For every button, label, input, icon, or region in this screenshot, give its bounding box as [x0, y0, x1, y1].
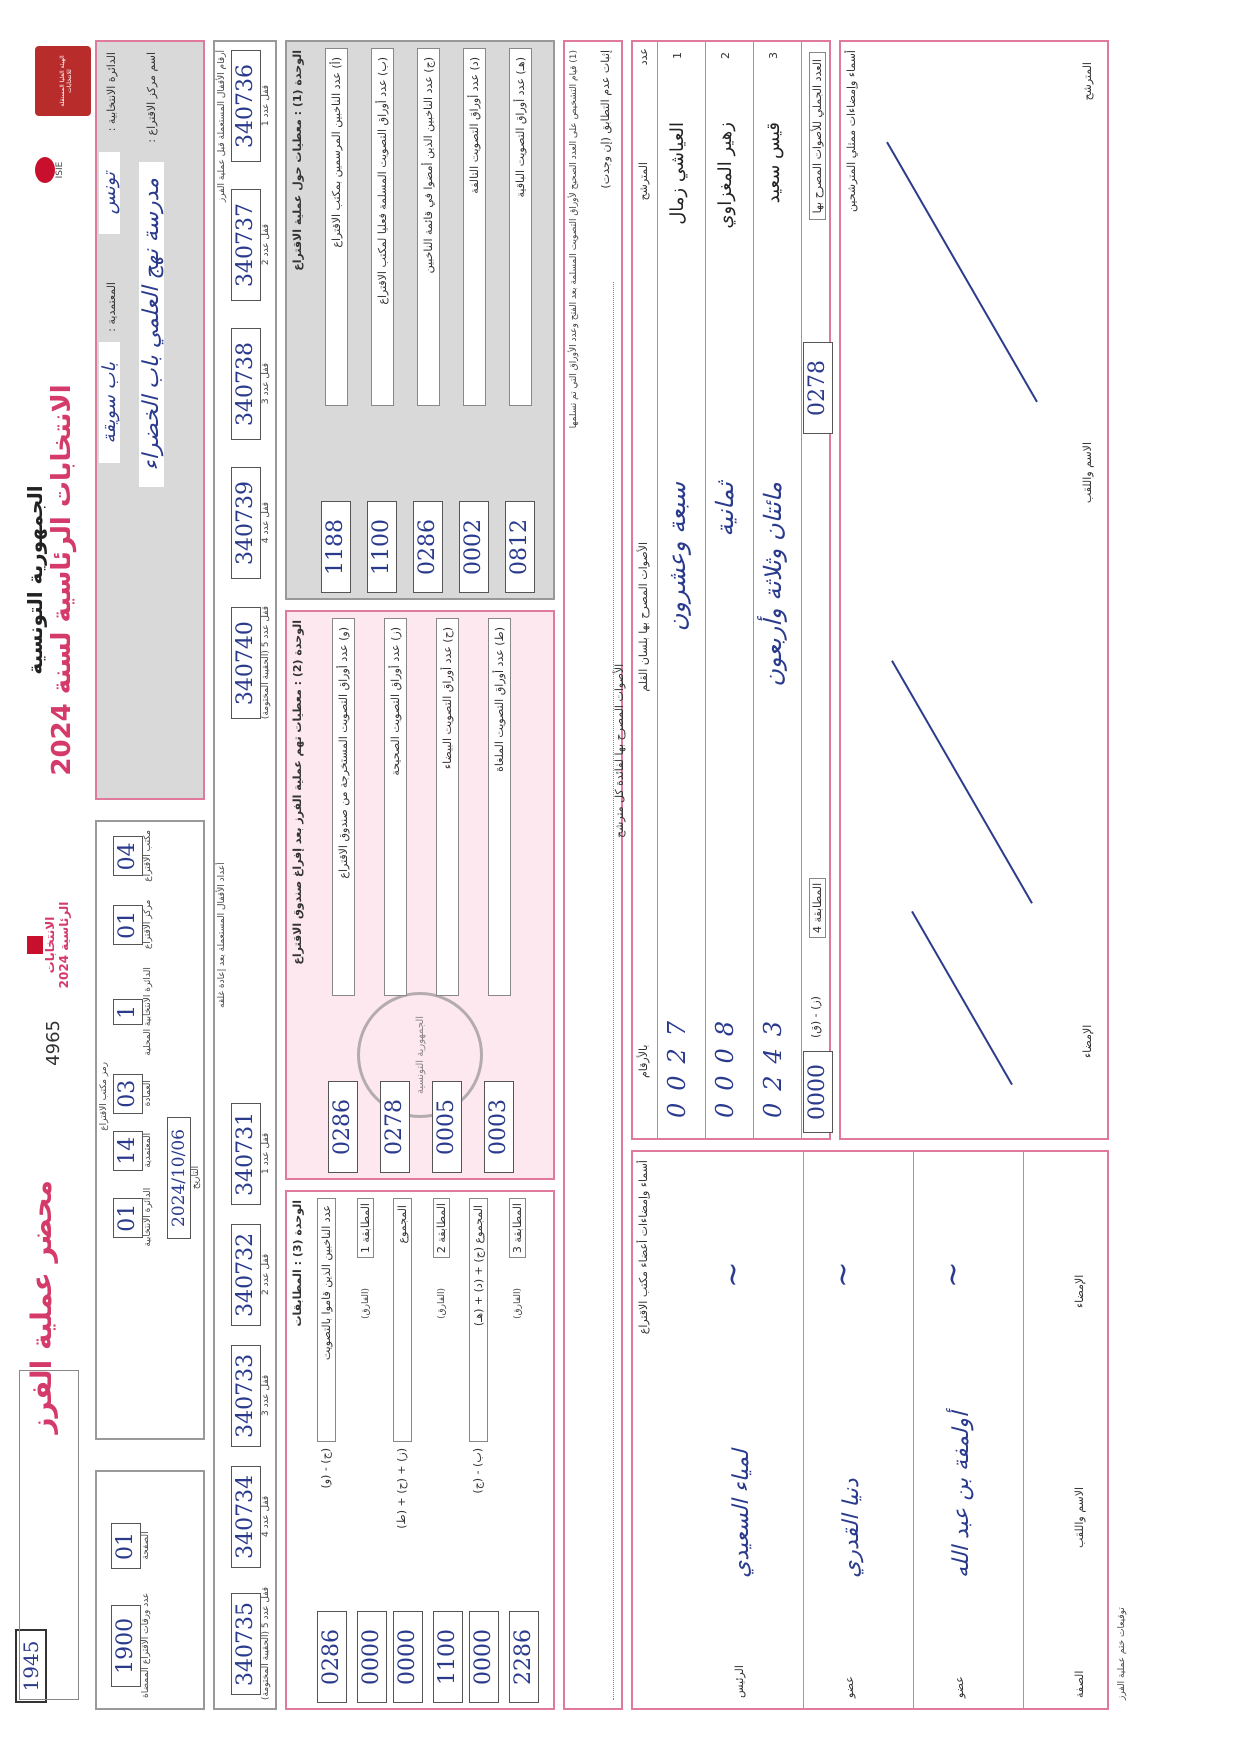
lock-after-item [231, 1103, 271, 1204]
s3-row-value-1 [357, 1611, 387, 1702]
s3-row-value2: 0000 [469, 1611, 499, 1703]
s1-row-text: عدد الناخبين الذين أمضوا في قائمة الناخبين [421, 76, 435, 274]
s1-row-text: عدد الناخبين المرسمين بمكتب الاقتراع [329, 72, 343, 248]
s1-row-label [371, 48, 394, 406]
isie-flag-icon [35, 157, 55, 183]
s2-row-label [488, 618, 511, 996]
section-2-rows [317, 618, 525, 1172]
s2-row-text: عدد أوراق التصويت البيضاء [440, 646, 454, 770]
code-section-label: رمز مكتب الاقتراع [99, 1062, 109, 1131]
date-label: التاريخ [191, 1165, 201, 1190]
s3-row-value2: 0000 [393, 1611, 423, 1703]
s2-row-text: عدد أوراق التصويت المستخرجة من صندوق الاقتراع [336, 644, 350, 879]
s1-row-text: عدد أوراق التصويت الباقية [513, 78, 527, 198]
stamp-number [43, 1020, 64, 1066]
section-1-title: الوحدة (1) : معطيات حول عملية الاقتراع [291, 50, 304, 271]
locks-title: أرقام الأقفال المستعملة قبل عملية الفرز [217, 50, 227, 203]
lock-after-label: قفل عدد 3 [261, 1374, 271, 1417]
code-item [113, 900, 153, 949]
delegation-label: المعتمدية : [105, 282, 118, 332]
code-row [113, 830, 153, 1247]
candidates-table [613, 40, 831, 1140]
col-digits: بالأرقام [637, 1044, 650, 1078]
s1-row-value: 1100 [367, 501, 397, 593]
s2-row-label [384, 618, 407, 996]
code-label: العمادة [143, 1080, 153, 1107]
s1-row-code: (أ) [329, 57, 343, 69]
members-col-signature: الإمضاء [1073, 1274, 1086, 1308]
code-item [113, 967, 153, 1056]
lock-value: 340740 [231, 607, 261, 719]
s3-row-value-2 [469, 1611, 499, 1702]
lock-after-item [231, 1224, 271, 1325]
s2-row-code: (ز) [388, 627, 402, 641]
pages-label: الصفحة [141, 1531, 151, 1560]
s3-row-note: (الفارق) [437, 1288, 447, 1319]
notes-block [563, 40, 623, 1710]
match4-value: 0000 [803, 1051, 833, 1133]
codes-block [95, 820, 205, 1440]
s1-row [405, 48, 451, 592]
candidate-name: العياشي زمال [667, 122, 688, 225]
members-title: أسماء وإمضاءات أعضاء مكتب الاقتراع [637, 1160, 650, 1335]
member-signature: ~ [823, 1261, 861, 1288]
candidates-title: الأصوات المصرح بها لفائدة كل مترشح [613, 663, 626, 838]
section-1-rows [313, 48, 543, 592]
s1-row-code: (د) [467, 57, 481, 71]
note-1: (1) قيام التشخيص على العدد الصحيح لأوراق التصويت المسلمة بعد الفتح وعدد الأوراق التي تم تسلمها [569, 50, 579, 429]
election-logo [27, 900, 71, 990]
isie-logo-text: ISIE [55, 161, 65, 179]
lock-after-value: 340733 [231, 1345, 261, 1447]
s3-row-match: المطابقة 3 [509, 1198, 526, 1258]
lock-after-item [231, 1345, 271, 1446]
seats-value: 1900 [111, 1605, 141, 1687]
code-value: 04 [113, 836, 143, 876]
members-footer: توقيعات ختم عملية الفرز [1117, 1607, 1127, 1700]
lock-label: قفل عدد 2 [261, 223, 271, 266]
candidate-number: 1 [671, 52, 684, 59]
candidate-row [657, 42, 706, 1138]
cancel-stroke [891, 660, 1033, 903]
locks-after-title: أعداد الأقفال المستعملة بعد إعادة غلقه [217, 862, 227, 1008]
candidate-row [753, 42, 802, 1138]
lock-after-label: قفل عدد 1 [261, 1132, 271, 1175]
s3-row-value-1 [509, 1611, 539, 1702]
code-value: 14 [113, 1131, 143, 1171]
observers-table [839, 40, 1109, 1140]
lock-item [231, 189, 271, 300]
section-3-title: الوحدة (3) : المطابقات [291, 1200, 304, 1327]
total-value: 0278 [803, 342, 833, 434]
member-role: عضو [953, 1676, 966, 1698]
code-value: 01 [113, 905, 143, 945]
s1-row-label [509, 48, 532, 406]
total-field [803, 342, 833, 433]
section-3 [285, 1190, 555, 1710]
isie-emblem [35, 46, 91, 116]
col-number: عدد [637, 48, 650, 66]
seats-field [111, 1593, 151, 1698]
member-name: لمياء السعيدي [729, 1449, 754, 1578]
candidate-number: 2 [719, 52, 732, 59]
s1-row-text: عدد أوراق التصويت التالفة [467, 73, 481, 194]
ballot-box-icon [27, 936, 43, 954]
code-item [113, 1131, 153, 1170]
candidate-name: قيس سعيد [763, 122, 784, 204]
section-3-rows [317, 1198, 545, 1702]
member-signature: ~ [713, 1261, 751, 1288]
form-sheet [19, 40, 1127, 1710]
s2-row [369, 618, 421, 1172]
election-logo-text: الانتخابات الرئاسية 2024 [43, 901, 71, 989]
code-label: الدائرة الانتخابية المحلية [143, 967, 153, 1056]
observers-col-name: الاسم واللقب [1081, 442, 1094, 504]
lock-item [231, 606, 271, 719]
isie-emblem-text: الهيئة العليا المستقلة للانتخابات [59, 55, 73, 107]
s3-row-note: (الفارق) [513, 1288, 523, 1319]
lock-after-value: 340732 [231, 1224, 261, 1326]
s1-row-label [463, 48, 486, 406]
s2-row-code: (و) [336, 627, 350, 641]
candidates-total [803, 42, 831, 1138]
stamp-text: الجمهورية التونسية [414, 1015, 426, 1095]
member-row [913, 1152, 1024, 1708]
lock-item [231, 467, 271, 578]
s1-row-value: 0286 [413, 501, 443, 593]
pages-field [111, 1523, 151, 1568]
member-role: عضو [843, 1676, 856, 1698]
code-label: مركز الاقتراع [143, 899, 153, 950]
candidate-name: زهير المغزاوي [715, 122, 736, 229]
candidates-header [633, 42, 658, 1138]
match4-field [803, 1051, 833, 1132]
s2-row-text: عدد أوراق التصويت الصحيحة [388, 644, 402, 776]
center-label: اسم مركز الاقتراع : [145, 52, 158, 143]
match4-label: المطابقة 4 [809, 878, 826, 938]
section-2-title: الوحدة (2) : معطيات تهم عملية الفرز بعد إفراغ صندوق الاقتراع [291, 620, 304, 965]
section-1 [285, 40, 555, 600]
s1-row-text: عدد أوراق التصويت المسلمة فعليا لمكتب الاقتراع [375, 79, 389, 305]
s2-row-value: 0286 [328, 1081, 358, 1173]
lock-value: 340739 [231, 467, 261, 579]
candidate-digits: 0243 [759, 1008, 787, 1118]
color-legend [19, 1370, 79, 1700]
seats-label: عدد ورقات الاقتراع الممضاة [141, 1592, 151, 1698]
isie-logo [35, 130, 91, 210]
s3-row-label: المجموع [393, 1198, 412, 1442]
s3-row-value: 2286 [509, 1611, 539, 1703]
s1-row [313, 48, 359, 592]
total-label: العدد الجملي للأصوات المصرح بها [809, 52, 826, 220]
s3-row-value-2 [317, 1611, 347, 1702]
s3-row [317, 1198, 393, 1702]
observers-col-signature: الإمضاء [1081, 1024, 1094, 1058]
s2-row-label [332, 618, 355, 996]
pages-value: 01 [111, 1523, 141, 1569]
s3-row-value: 0000 [357, 1611, 387, 1703]
candidate-letters: مائتان وثلاثة وأربعون [759, 482, 787, 687]
code-value: 03 [113, 1074, 143, 1114]
election-title: الانتخابات الرئاسية لسنة 2024 [47, 384, 77, 776]
member-signature: ~ [933, 1261, 971, 1288]
member-role: الرئيس [733, 1665, 746, 1698]
s2-row-code: (ح) [440, 627, 454, 643]
locks-block [213, 40, 277, 1710]
s3-row-formula: (ز) + (ح) + (ط) [395, 1448, 408, 1529]
admin-info [95, 40, 205, 800]
stamp-number-text: 4965 [43, 1020, 64, 1066]
locks-row [231, 50, 271, 719]
s3-row-formula: (ب) - (ج) [471, 1448, 484, 1494]
constituency-value: تونس [99, 152, 120, 234]
member-row [803, 1152, 914, 1708]
lock-after-value: 340734 [231, 1466, 261, 1568]
note-2: إثبات عدم التطابق (إن وجدت) [599, 50, 612, 189]
s3-row [469, 1198, 545, 1702]
lock-label: قفل عدد 5 (الحقيبة المختومة) [261, 606, 271, 720]
legend-note [20, 1371, 28, 1699]
s2-row-label [436, 618, 459, 996]
s3-row-value-1 [433, 1611, 463, 1702]
lock-after-label: قفل عدد 2 [261, 1253, 271, 1296]
lock-label: قفل عدد 3 [261, 362, 271, 405]
candidate-letters: سبعة وعشرون [663, 482, 691, 632]
s3-row-match: المطابقة 1 [357, 1198, 374, 1258]
s3-row-note: (الفارق) [361, 1288, 371, 1319]
s1-row-value: 1188 [321, 501, 351, 593]
s1-row [497, 48, 543, 592]
s3-row-label: المجموع (ج) + (د) + (هـ) [469, 1198, 488, 1442]
observers-title: أسماء وإمضاءات ممثلي المترشحين [845, 50, 858, 212]
lock-item [231, 328, 271, 439]
lock-after-value: 340735 [231, 1593, 261, 1695]
lock-value: 340736 [231, 50, 261, 162]
s3-row-value: 1100 [433, 1611, 463, 1703]
code-item [113, 1074, 153, 1113]
lock-after-item [231, 1587, 271, 1700]
cancel-stroke [886, 142, 1038, 403]
code-label: المعتمدية [143, 1132, 153, 1168]
seats-block [95, 1470, 205, 1710]
s2-row-code: (ط) [492, 627, 506, 646]
s2-row [317, 618, 369, 1172]
members-col-name: الاسم واللقب [1073, 1486, 1086, 1548]
s2-row-value: 0278 [380, 1081, 410, 1173]
s3-row-value2: 0286 [317, 1611, 347, 1703]
s3-row [393, 1198, 469, 1702]
lock-label: قفل عدد 1 [261, 84, 271, 127]
lock-after-label: قفل عدد 5 (الحقيبة المختومة) [261, 1586, 271, 1700]
s3-row-formula: (ج) - (و) [319, 1448, 332, 1489]
code-value: 1 [113, 999, 143, 1025]
members-col-role: الصفة [1073, 1670, 1086, 1698]
code-value: 01 [113, 1198, 143, 1238]
member-row [693, 1152, 804, 1708]
locks-after-row [231, 1103, 271, 1700]
s3-row-label: عدد الناخبين الذين قاموا بالتصويت [317, 1198, 336, 1442]
date-value: 2024/10/06 [167, 1117, 191, 1239]
s1-row-label [417, 48, 440, 406]
s1-row-value: 0002 [459, 501, 489, 593]
candidate-letters: ثمانية [711, 482, 739, 537]
s2-row [473, 618, 525, 1172]
delegation-value: باب سويقة [99, 342, 120, 463]
observers-col-candidate: المترشح [1081, 62, 1094, 101]
s1-row [451, 48, 497, 592]
s1-row-label [325, 48, 348, 406]
candidate-number: 3 [767, 52, 780, 59]
col-name: المترشح [637, 162, 650, 201]
s2-row-text: عدد أوراق التصويت الملغاة [492, 649, 506, 772]
note-line [613, 282, 615, 1700]
code-label: الدائرة الانتخابية [143, 1187, 153, 1247]
s1-row-code: (ج) [421, 57, 435, 73]
header-titles [23, 280, 77, 880]
members-table [631, 1150, 1109, 1710]
cancel-stroke [911, 911, 1013, 1085]
col-letters: الأصوات المصرح بها بلسان القلم [637, 542, 650, 692]
candidate-row [705, 42, 754, 1138]
match4-formula: (ز) - (ق) [809, 996, 822, 1038]
constituency-label: الدائرة الانتخابية : [105, 52, 118, 132]
lock-item [231, 50, 271, 161]
code-label: مكتب الاقتراع [143, 830, 153, 882]
center-value: مدرسة نهج العلمي باب الخضراء [139, 162, 164, 487]
s2-row-value: 0005 [432, 1081, 462, 1173]
code-item [113, 1188, 153, 1247]
s3-row-match: المطابقة 2 [433, 1198, 450, 1258]
lock-after-item [231, 1466, 271, 1567]
s1-row-code: (ب) [375, 57, 389, 76]
date-field [167, 1117, 201, 1238]
lock-value: 340737 [231, 189, 261, 301]
member-name: أولمفة بن عبد الله [949, 1411, 974, 1578]
s2-row-value: 0003 [484, 1081, 514, 1173]
lock-after-label: قفل عدد 4 [261, 1495, 271, 1538]
s1-row [359, 48, 405, 592]
candidate-digits: 0027 [663, 1008, 691, 1118]
candidate-digits: 0008 [711, 1008, 739, 1118]
s1-row-code: (هـ) [513, 57, 527, 75]
lock-after-value: 340731 [231, 1103, 261, 1205]
code-item [113, 830, 153, 882]
section-2 [285, 610, 555, 1180]
s2-row [421, 618, 473, 1172]
s3-row-value-2 [393, 1611, 423, 1702]
member-name: دنيا القدري [839, 1478, 864, 1578]
doc-id-text: 1945 [15, 1629, 47, 1703]
lock-label: قفل عدد 4 [261, 501, 271, 544]
lock-value: 340738 [231, 328, 261, 440]
s1-row-value: 0812 [505, 501, 535, 593]
form-subtitle-text: محضر عملية الفرز [25, 1180, 58, 1434]
republic-title: الجمهورية التونسية [23, 485, 47, 675]
